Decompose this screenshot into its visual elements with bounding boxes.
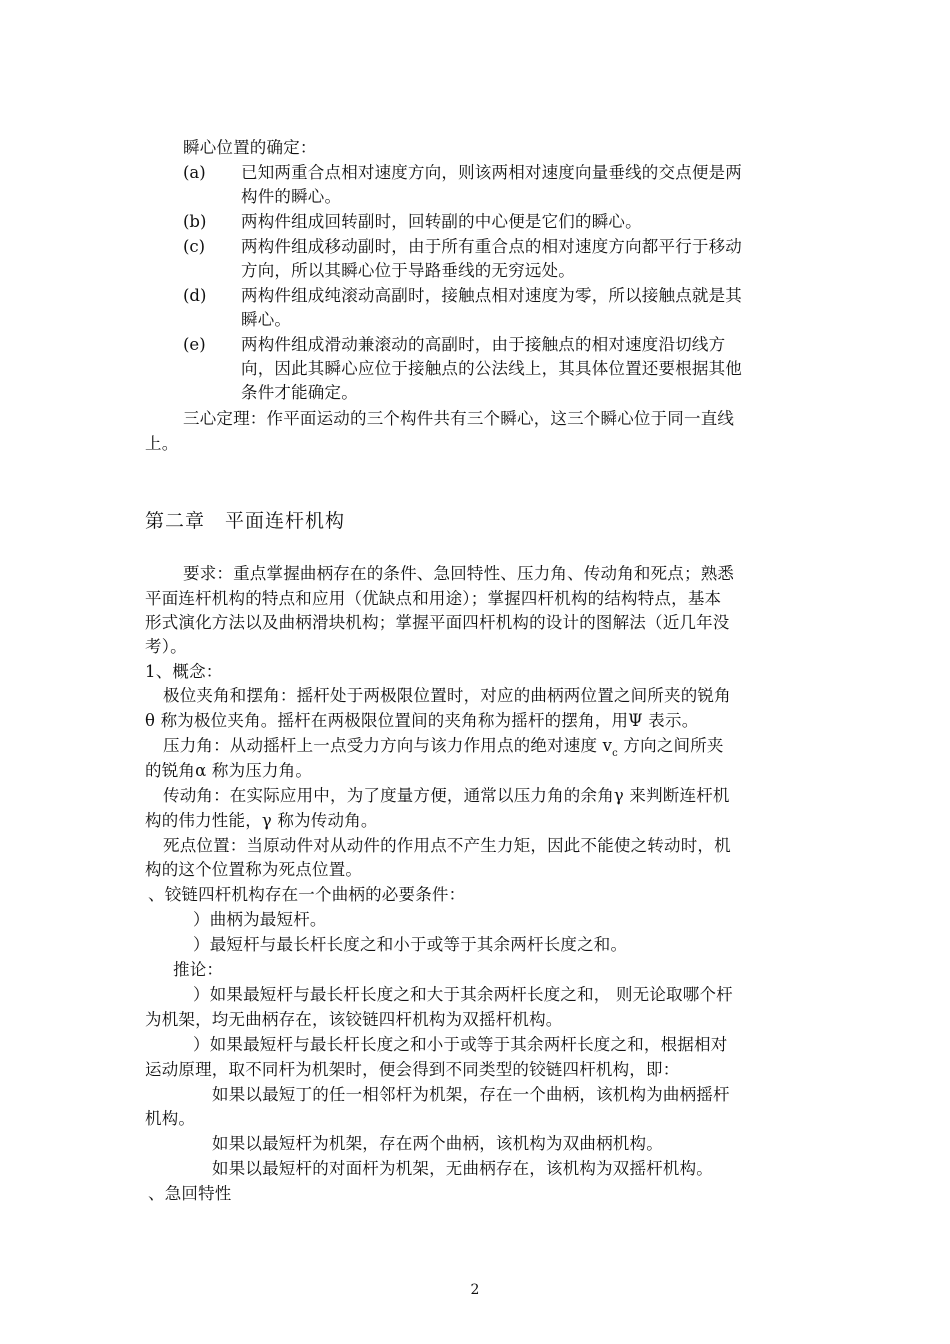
item-label-a: (a) [183,163,206,182]
item-e-line-2: 向，因此其瞬心应位于接触点的公法线上，其具体位置还要根据其他 [241,359,742,378]
dead-point-line-2: 构的这个位置称为死点位置。 [145,860,363,879]
crank-condition-2: ）最短杆与最长杆长度之和小于或等于其余两杆长度之和。 [193,935,628,954]
item-c-line-2: 方向，所以其瞬心位于导路垂线的无穷远处。 [241,261,575,280]
pressure-angle-text-a: 压力角：从动摇杆上一点受力方向与该力作用点的绝对速度 v [163,736,613,755]
item-c-line-1: 两构件组成移动副时，由于所有重合点的相对速度方向都平行于移动 [241,237,742,256]
requirements-line-4: 考）。 [145,637,187,656]
crank-condition-1: ）曲柄为最短杆。 [193,910,327,929]
concepts-heading: 1、概念： [145,662,223,681]
case-1-line-2: 机构。 [145,1109,196,1128]
inference-heading: 推论： [173,960,224,979]
three-center-theorem-line-2: 上。 [145,434,179,453]
case-2: 如果以最短杆为机架，存在两个曲柄，该机构为双曲柄机构。 [212,1134,663,1153]
inference-1-line-1: ）如果最短杆与最长杆长度之和大于其余两杆长度之和， 则无论取哪个杆 [193,985,733,1004]
three-center-theorem-line-1: 三心定理：作平面运动的三个构件共有三个瞬心，这三个瞬心位于同一直线 [183,409,735,428]
quick-return-heading: 、急回特性 [148,1184,232,1203]
item-a-line-2: 构件的瞬心。 [241,187,342,206]
inference-2-line-2: 运动原理，取不同杆为机架时，便会得到不同类型的铰链四杆机构，即： [145,1060,680,1079]
item-e-line-1: 两构件组成滑动兼滚动的高副时，由于接触点的相对速度沿切线方 [241,335,726,354]
item-b-line-1: 两构件组成回转副时，回转副的中心便是它们的瞬心。 [241,212,642,231]
velocity-subscript: c [612,748,618,759]
inference-1-line-2: 为机架，均无曲柄存在，该铰链四杆机构为双摇杆机构。 [145,1010,563,1029]
item-label-c: (c) [183,237,206,256]
requirements-line-1: 要求：重点掌握曲柄存在的条件、急回特性、压力角、传动角和死点；熟悉 [183,564,735,583]
page-number: 2 [470,1282,480,1298]
polar-angle-line-1: 极位夹角和摆角：摇杆处于两极限位置时，对应的曲柄两位置之间所夹的锐角 [163,686,731,705]
case-3: 如果以最短杆的对面杆为机架，无曲柄存在，该机构为双摇杆机构。 [212,1159,713,1178]
item-d-line-2: 瞬心。 [241,310,292,329]
instant-center-heading: 瞬心位置的确定： [183,138,317,157]
case-1-line-1: 如果以最短丁的任一相邻杆为机架，存在一个曲柄，该机构为曲柄摇杆 [212,1085,730,1104]
dead-point-line-1: 死点位置：当原动件对从动件的作用点不产生力矩，因此不能使之转动时，机 [163,836,731,855]
item-label-d: (d) [183,286,207,305]
transmission-angle-line-1: 传动角：在实际应用中，为了度量方便，通常以压力角的余角γ 来判断连杆机 [163,786,730,805]
polar-angle-line-2: θ 称为极位夹角。摇杆在两极限位置间的夹角称为摇杆的摆角，用Ψ 表示。 [145,711,699,730]
pressure-angle-line-2: 的锐角α 称为压力角。 [145,761,313,780]
item-d-line-1: 两构件组成纯滚动高副时，接触点相对速度为零，所以接触点就是其 [241,286,742,305]
transmission-angle-line-2: 构的伟力性能，γ 称为传动角。 [145,811,378,830]
requirements-line-2: 平面连杆机构的特点和应用（优缺点和用途）；掌握四杆机构的结构特点，基本 [145,589,722,608]
crank-condition-heading: 、铰链四杆机构存在一个曲柄的必要条件： [148,885,466,904]
pressure-angle-text-b: 方向之间所夹 [617,736,724,755]
requirements-line-3: 形式演化方法以及曲柄滑块机构；掌握平面四杆机构的设计的图解法（近几年没 [145,613,730,632]
item-label-e: (e) [183,335,206,354]
item-a-line-1: 已知两重合点相对速度方向，则该两相对速度向量垂线的交点便是两 [241,163,742,182]
inference-2-line-1: ）如果最短杆与最长杆长度之和小于或等于其余两杆长度之和，根据相对 [193,1035,728,1054]
item-e-line-3: 条件才能确定。 [241,383,358,402]
chapter-title: 第二章 平面连杆机构 [145,510,346,532]
item-label-b: (b) [183,212,207,231]
